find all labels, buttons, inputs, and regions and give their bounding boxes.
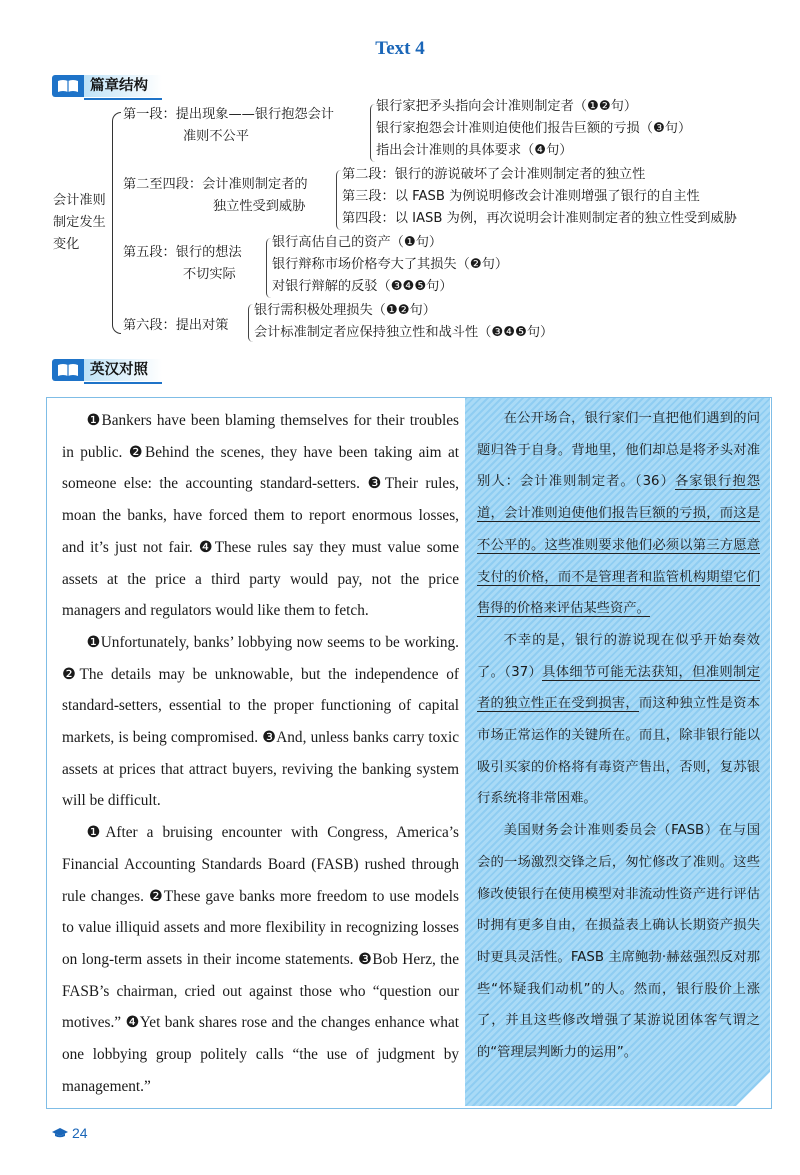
tree-p2-items: 第二段：银行的游说破坏了会计准则制定者的独立性 第三段：以 FASB 为例说明修改会计准则增强了银行的自主性 第四段：以 IASB 为例，再次说明会计准则制定者的独立性受到威胁 <box>342 167 737 226</box>
tree-root: 会计准则 制定发生 变化 <box>53 193 106 252</box>
chinese-paragraph: 不幸的是，银行的游说现在似乎开始奏效了。（37）具体细节可能无法获知，但准则制定者的独立性正在受到损害，而这种独立性是资本市场正常运作的关键所在。而且，除非银行能以吸引买家的价格将有毒资产售出，否则，复苏银行系统将非常困难。 <box>477 632 761 807</box>
graduation-cap-icon <box>52 1128 68 1138</box>
structure-tree <box>0 0 800 360</box>
chinese-text <box>477 403 760 1069</box>
chinese-paragraph: 在公开场合，银行家们一直把他们遇到的问题归咎于自身。背地里，他们却总是将矛头对准别人：会计准则制定者。（36）各家银行抱怨道，会计准则迫使他们报告巨额的亏损，而这是不公平的。这些准则要求他们必须以第三方愿意支付的价格，而不是管理者和监管机构期望它们售得的价格来评估某些资产。 <box>477 411 761 617</box>
chinese-paragraph: 美国财务会计准则委员会（FASB）在与国会的一场激烈交锋之后，匆忙修改了准则。这些修改使银行在使用模型对非流动性资产进行评估时拥有更多自由，在损益表上确认长期资产损失时更具灵活性。FASB 主席鲍勃·赫兹强烈反对那些“怀疑我们动机”的人。然而，银行股价上涨了，并且这些修改增强了某游说团体客气谓之的“管理层判断力的运用”。 <box>477 823 760 1061</box>
page-number: 24 <box>52 1125 88 1141</box>
tree-p1-items: 银行家把矛头指向会计准则制定者（❶❷句） 银行家抱怨会计准则迫使他们报告巨额的亏损（❸句） 指出会计准则的具体要求（❹句） <box>376 99 692 158</box>
section-title: 篇章结构 <box>84 75 162 97</box>
english-paragraph: ❶Unfortunately, banks’ lobbying now seems to be working. ❷The details may be unknowable, but the independence of standard-setters, essential to the proper functioning of capital markets, is being compromised. ❸And, unless banks carry toxic assets at prices that attract buyers, reviving the banking system will be difficult. <box>62 633 459 810</box>
tree-node-p6: 第六段：提出对策 <box>123 318 229 333</box>
page-fold-corner <box>735 1071 771 1107</box>
book-icon <box>52 359 84 381</box>
tree-node-p5: 第五段：银行的想法 不切实际 <box>123 245 242 282</box>
english-paragraph: ❶Bankers have been blaming themselves for their troubles in public. ❷Behind the scenes, they have been taking aim at someone else: the accounting standard-setters. ❸Their rules, moan the banks, have forced them to report enormous losses, and it’s just not fair. ❹These rules say they must value some assets at the price a third party would pay, not the price managers and regulators would like them to fetch. <box>62 412 459 620</box>
section-header-bilingual <box>52 358 162 382</box>
section-title: 英汉对照 <box>84 359 162 381</box>
page-title: Text 4 <box>375 38 425 59</box>
tree-p6-items: 银行需积极处理损失（❶❷句） 会计标准制定者应保持独立性和战斗性（❸❹❺句） <box>254 303 554 340</box>
tree-p5-items: 银行高估自己的资产（❶句） 银行辩称市场价格夸大了其损失（❷句） 对银行辩解的反驳（❸❹❺句） <box>272 235 509 294</box>
english-text <box>62 405 459 1102</box>
tree-node-p2: 第二至四段：会计准则制定者的 独立性受到威胁 <box>123 177 308 214</box>
english-paragraph: ❶After a bruising encounter with Congress, America’s Financial Accounting Standards Board (FASB) rushed through rule changes. ❷These gave banks more freedom to use models to value illiquid assets and more flexibility in recognizing losses on long-term assets in their income statements. ❸Bob Herz, the FASB’s chairman, cried out against those who “question our motives.” ❹Yet bank shares rose and the changes enhance what one lobbying group politely calls “the use of judgment by management.” <box>62 824 459 1095</box>
tree-node-p1: 第一段：提出现象——银行抱怨会计 准则不公平 <box>123 107 334 144</box>
